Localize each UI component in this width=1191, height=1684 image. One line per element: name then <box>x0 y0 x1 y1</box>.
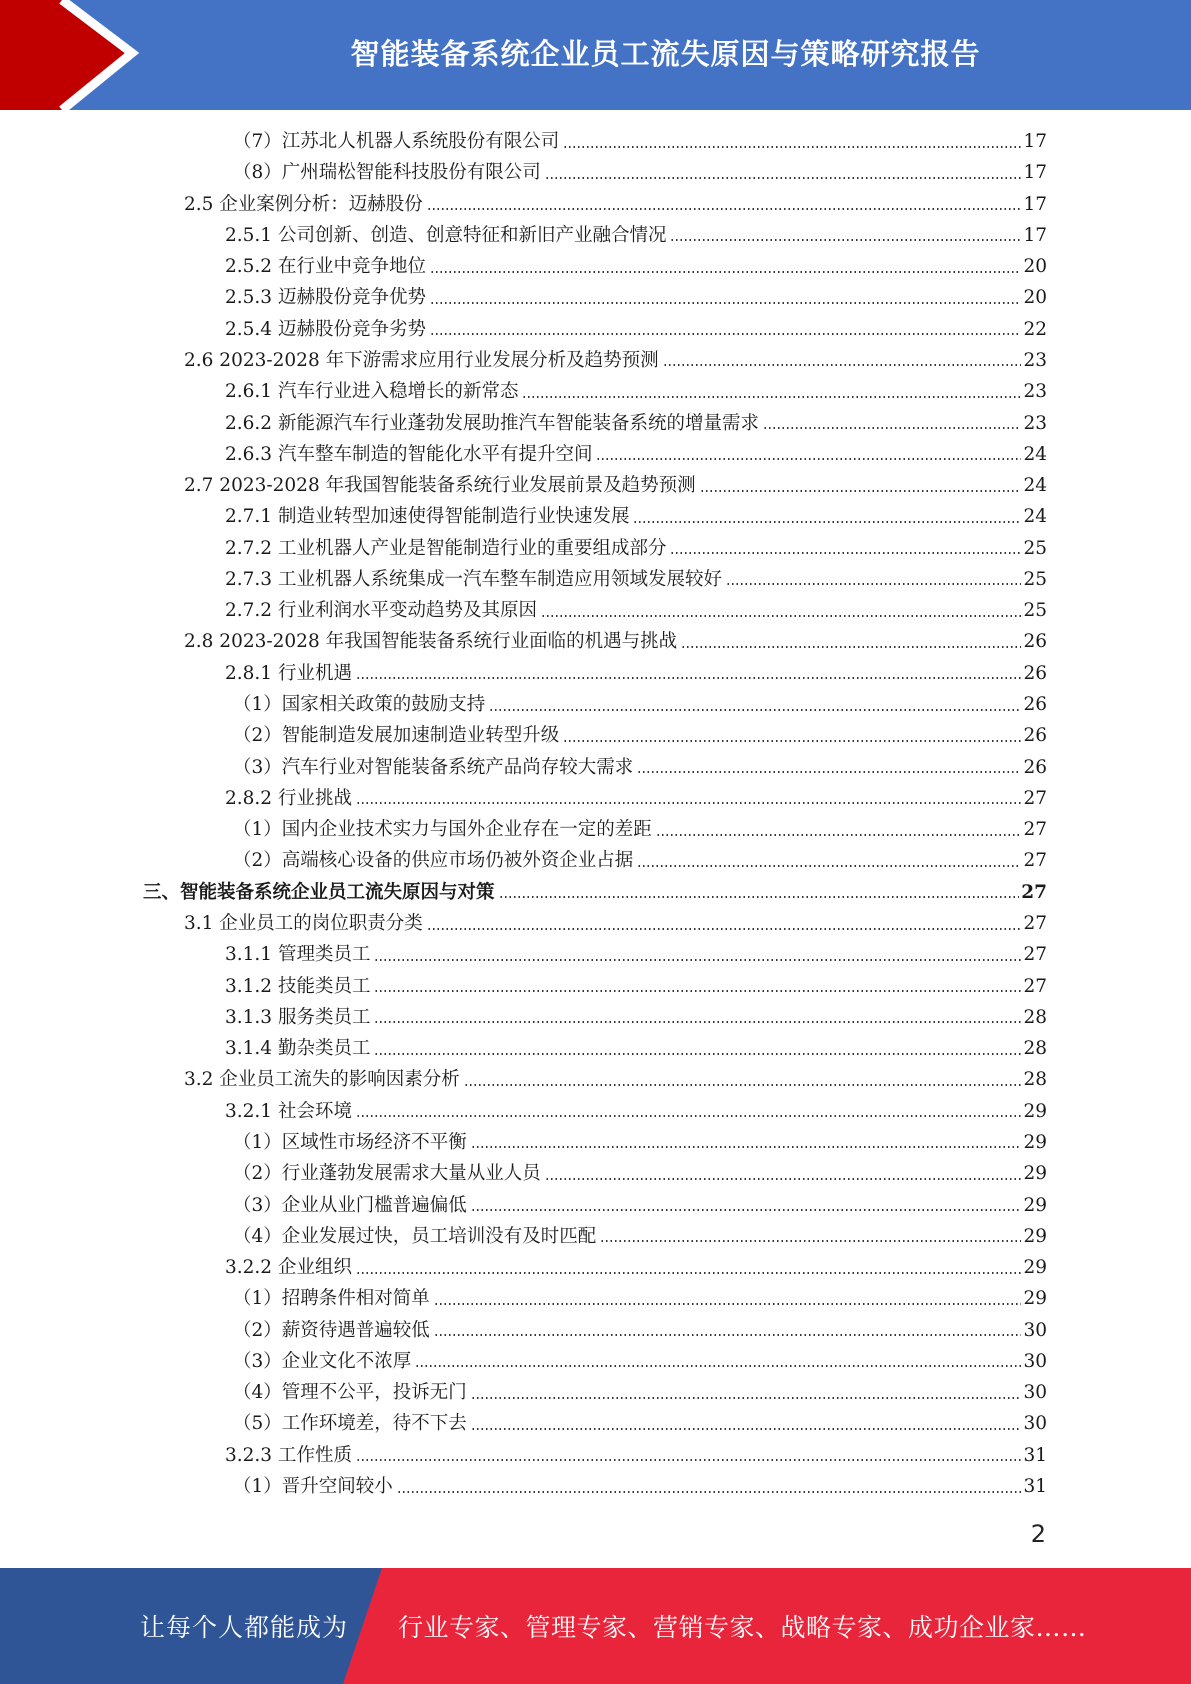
toc-entry[interactable] <box>225 1440 1047 1471</box>
toc-entry-page: 17 <box>1023 224 1047 246</box>
toc-entry[interactable] <box>184 345 1047 376</box>
toc-dot-leader <box>637 865 1021 867</box>
toc-dot-leader <box>471 1146 1022 1148</box>
toc-entry-page: 23 <box>1023 412 1047 434</box>
toc-dot-leader <box>596 458 1021 460</box>
toc-entry-page: 23 <box>1023 349 1047 371</box>
toc-entry-page: 30 <box>1023 1350 1047 1372</box>
toc-entry[interactable] <box>225 314 1047 345</box>
toc-dot-leader <box>397 1491 1022 1493</box>
toc-entry[interactable] <box>233 720 1047 751</box>
page-header <box>0 0 1191 110</box>
toc-entry-page: 24 <box>1023 475 1047 497</box>
toc-entry-page: 29 <box>1023 1288 1047 1310</box>
toc-entry-page: 29 <box>1023 1194 1047 1216</box>
toc-entry-title: 2.5.1 公司创新、创造、创意特征和新旧产业融合情况 <box>225 224 667 246</box>
toc-entry[interactable] <box>233 1346 1047 1377</box>
toc-entry[interactable] <box>233 689 1047 720</box>
toc-entry[interactable] <box>233 752 1047 783</box>
toc-dot-leader <box>434 1334 1022 1336</box>
toc-entry-page: 27 <box>1023 787 1047 809</box>
toc-entry-title: 3.1 企业员工的岗位职责分类 <box>184 913 423 934</box>
toc-entry[interactable] <box>233 126 1047 157</box>
toc-entry-title: （1）国内企业技术实力与国外企业存在一定的差距 <box>233 819 652 841</box>
toc-dot-leader <box>726 583 1021 585</box>
toc-entry-page: 17 <box>1023 193 1047 215</box>
toc-dot-leader <box>563 740 1021 742</box>
report-title: 智能装备系统企业员工流失原因与策略研究报告 <box>350 36 981 71</box>
toc-dot-leader <box>545 1178 1022 1180</box>
toc-entry-title: （3）企业从业门槛普遍偏低 <box>233 1194 467 1216</box>
toc-entry[interactable] <box>225 533 1047 564</box>
toc-entry[interactable] <box>233 1315 1047 1346</box>
toc-entry[interactable] <box>225 939 1047 970</box>
toc-entry[interactable] <box>225 564 1047 595</box>
toc-entry-page: 27 <box>1023 975 1047 997</box>
toc-entry-title: （1）国家相关政策的鼓励支持 <box>233 694 486 716</box>
toc-entry[interactable] <box>233 157 1047 188</box>
toc-entry[interactable] <box>225 501 1047 532</box>
toc-dot-leader <box>541 615 1021 617</box>
toc-entry-page: 17 <box>1023 131 1047 152</box>
toc-entry-title: （2）薪资待遇普遍较低 <box>233 1319 430 1341</box>
toc-entry-title: （2）高端核心设备的供应市场仍被外资企业占据 <box>233 850 634 872</box>
toc-entry[interactable] <box>143 877 1047 908</box>
toc-entry-title: 2.5.4 迈赫股份竞争劣势 <box>225 318 426 340</box>
toc-entry-title: 2.7.2 行业利润水平变动趋势及其原因 <box>225 600 537 622</box>
toc-entry-title: 2.5 企业案例分析：迈赫股份 <box>184 193 423 215</box>
toc-dot-leader <box>522 396 1021 398</box>
toc-entry[interactable] <box>233 1408 1047 1439</box>
toc-entry-title: 2.6.1 汽车行业进入稳增长的新常态 <box>225 381 519 403</box>
toc-entry-title: 3.1.2 技能类员工 <box>225 975 371 997</box>
toc-entry-title: 2.7.1 制造业转型加速使得智能制造行业快速发展 <box>225 506 630 528</box>
toc-entry-page: 20 <box>1023 287 1047 309</box>
toc-entry-title: （1）晋升空间较小 <box>233 1476 393 1498</box>
toc-entry-page: 31 <box>1023 1476 1047 1498</box>
toc-entry-title: 3.2.3 工作性质 <box>225 1444 352 1466</box>
toc-entry-title: 2.8.1 行业机遇 <box>225 662 352 684</box>
toc-entry[interactable] <box>225 408 1047 439</box>
toc-entry-page: 26 <box>1023 756 1047 778</box>
toc-entry-title: （2）智能制造发展加速制造业转型升级 <box>233 725 560 747</box>
toc-entry-title: 2.8 2023-2028 年我国智能装备系统行业面临的机遇与挑战 <box>184 631 678 653</box>
toc-entry-title: 三、智能装备系统企业员工流失原因与对策 <box>143 881 495 903</box>
toc-entry[interactable] <box>225 1096 1047 1127</box>
toc-entry-title: （1）招聘条件相对简单 <box>233 1288 430 1310</box>
toc-entry[interactable] <box>233 814 1047 845</box>
toc-dot-leader <box>374 990 1021 992</box>
toc-entry-page: 26 <box>1023 694 1047 716</box>
toc-entry-page: 28 <box>1023 1038 1047 1060</box>
toc-entry[interactable] <box>225 282 1047 313</box>
toc-entry-title: 2.5.2 在行业中竞争地位 <box>225 256 426 278</box>
toc-dot-leader <box>545 177 1022 179</box>
toc-entry-page: 28 <box>1023 1069 1047 1091</box>
toc-entry-title: 3.2.2 企业组织 <box>225 1257 352 1279</box>
toc-entry-title: 3.1.1 管理类员工 <box>225 944 371 966</box>
toc-dot-leader <box>489 709 1021 711</box>
toc-entry-page: 26 <box>1023 631 1047 653</box>
toc-dot-leader <box>670 239 1021 241</box>
toc-entry-page: 29 <box>1023 1131 1047 1153</box>
toc-dot-leader <box>356 1272 1022 1274</box>
toc-dot-leader <box>434 1303 1022 1305</box>
toc-entry[interactable] <box>225 971 1047 1002</box>
toc-entry[interactable] <box>184 908 1047 939</box>
toc-dot-leader <box>633 521 1021 523</box>
toc-dot-leader <box>471 1428 1022 1430</box>
toc-entry-title: 2.5.3 迈赫股份竞争优势 <box>225 287 426 309</box>
toc-entry-page: 27 <box>1023 944 1047 966</box>
footer-slogan: 让每个人都能成为 <box>140 1613 349 1642</box>
toc-entry[interactable] <box>233 1283 1047 1314</box>
toc-entry[interactable] <box>225 783 1047 814</box>
toc-dot-leader <box>356 802 1022 804</box>
toc-entry-title: （4）企业发展过快，员工培训没有及时匹配 <box>233 1225 597 1247</box>
toc-entry-page: 27 <box>1021 881 1047 903</box>
toc-dot-leader <box>471 1397 1022 1399</box>
toc-entry-title: 3.2 企业员工流失的影响因素分析 <box>184 1069 460 1091</box>
toc-entry-page: 25 <box>1023 600 1047 622</box>
toc-dot-leader <box>356 677 1022 679</box>
header-chevron-icon <box>0 0 160 110</box>
toc-dot-leader <box>670 552 1021 554</box>
toc-entry[interactable] <box>184 626 1047 657</box>
toc-entry-page: 27 <box>1023 819 1047 841</box>
toc-dot-leader <box>464 1084 1022 1086</box>
toc-dot-leader <box>563 146 1021 148</box>
toc-entry[interactable] <box>233 845 1047 876</box>
toc-dot-leader <box>763 427 1021 429</box>
toc-dot-leader <box>427 208 1022 210</box>
toc-entry-title: （8）广州瑞松智能科技股份有限公司 <box>233 162 541 184</box>
toc-dot-leader <box>600 1240 1021 1242</box>
toc-dot-leader <box>656 834 1022 836</box>
toc-entry-page: 29 <box>1023 1163 1047 1185</box>
toc-entry-title: 2.7.2 工业机器人产业是智能制造行业的重要组成部分 <box>225 537 667 559</box>
toc-entry-title: （5）工作环境差，待不下去 <box>233 1413 467 1435</box>
toc-entry[interactable] <box>225 658 1047 689</box>
toc-dot-leader <box>499 896 1020 898</box>
page-number: 2 <box>1030 1520 1046 1548</box>
toc-entry-page: 28 <box>1023 1006 1047 1028</box>
toc-entry-page: 23 <box>1023 381 1047 403</box>
toc-entry[interactable] <box>225 595 1047 626</box>
toc-entry-title: （3）企业文化不浓厚 <box>233 1350 412 1372</box>
page-footer <box>0 1568 1191 1684</box>
toc-entry-page: 30 <box>1023 1413 1047 1435</box>
toc-entry-title: 2.6.3 汽车整车制造的智能化水平有提升空间 <box>225 443 593 465</box>
toc-entry-title: （7）江苏北人机器人系统股份有限公司 <box>233 131 560 152</box>
toc-entry-page: 24 <box>1023 443 1047 465</box>
toc-dot-leader <box>415 1365 1021 1367</box>
toc-entry-title: 2.6 2023-2028 年下游需求应用行业发展分析及趋势预测 <box>184 349 659 371</box>
toc-entry[interactable] <box>233 1471 1047 1502</box>
toc-entry-page: 17 <box>1023 162 1047 184</box>
toc-dot-leader <box>356 1115 1022 1117</box>
toc-entry[interactable] <box>233 1221 1047 1252</box>
toc-entry-title: 3.1.4 勤杂类员工 <box>225 1038 371 1060</box>
toc-entry-page: 29 <box>1023 1257 1047 1279</box>
toc-entry[interactable] <box>184 470 1047 501</box>
toc-entry-title: （4）管理不公平，投诉无门 <box>233 1382 467 1404</box>
toc-entry[interactable] <box>225 1252 1047 1283</box>
toc-entry-page: 25 <box>1023 568 1047 590</box>
toc-dot-leader <box>374 1053 1021 1055</box>
toc-dot-leader <box>356 1459 1022 1461</box>
toc-entry-page: 26 <box>1023 662 1047 684</box>
toc-entry[interactable] <box>225 376 1047 407</box>
toc-entry[interactable] <box>233 1190 1047 1221</box>
toc-entry-page: 29 <box>1023 1100 1047 1122</box>
toc-entry-page: 22 <box>1023 318 1047 340</box>
toc-entry-page: 31 <box>1023 1444 1047 1466</box>
toc-entry-title: 2.8.2 行业挑战 <box>225 787 352 809</box>
toc-entry-page: 29 <box>1023 1225 1047 1247</box>
toc-entry[interactable] <box>184 189 1047 220</box>
toc-entry[interactable] <box>233 1158 1047 1189</box>
toc-entry-title: 2.7.3 工业机器人系统集成一汽车整车制造应用领域发展较好 <box>225 568 722 590</box>
toc-dot-leader <box>663 364 1022 366</box>
toc-entry-page: 27 <box>1023 913 1047 934</box>
toc-entry-title: （1）区域性市场经济不平衡 <box>233 1131 467 1153</box>
toc-dot-leader <box>430 271 1021 273</box>
toc-entry[interactable] <box>233 1377 1047 1408</box>
toc-dot-leader <box>471 1209 1022 1211</box>
toc-entry[interactable] <box>225 1002 1047 1033</box>
toc-entry[interactable] <box>225 251 1047 282</box>
toc-entry[interactable] <box>225 439 1047 470</box>
toc-dot-leader <box>430 302 1021 304</box>
toc-dot-leader <box>700 490 1022 492</box>
toc-entry-title: （3）汽车行业对智能装备系统产品尚存较大需求 <box>233 756 634 778</box>
toc-dot-leader <box>637 771 1021 773</box>
toc-entry[interactable] <box>184 1064 1047 1095</box>
toc-entry-page: 30 <box>1023 1319 1047 1341</box>
toc-entry[interactable] <box>225 1033 1047 1064</box>
toc-entry[interactable] <box>225 220 1047 251</box>
toc-dot-leader <box>374 1021 1021 1023</box>
toc-entry[interactable] <box>233 1127 1047 1158</box>
toc-entry-title: （2）行业蓬勃发展需求大量从业人员 <box>233 1163 541 1185</box>
toc-entry-page: 26 <box>1023 725 1047 747</box>
toc-dot-leader <box>374 959 1021 961</box>
toc-entry-page: 30 <box>1023 1382 1047 1404</box>
toc-entry-title: 3.2.1 社会环境 <box>225 1100 352 1122</box>
toc-entry-page: 25 <box>1023 537 1047 559</box>
toc-entry-title: 2.6.2 新能源汽车行业蓬勃发展助推汽车智能装备系统的增量需求 <box>225 412 759 434</box>
toc-dot-leader <box>681 646 1021 648</box>
toc-entry-title: 3.1.3 服务类员工 <box>225 1006 371 1028</box>
footer-roles: 行业专家、管理专家、营销专家、战略专家、成功企业家…… <box>398 1613 1087 1642</box>
toc-dot-leader <box>430 333 1021 335</box>
toc-entry-page: 27 <box>1023 850 1047 872</box>
toc-entry-page: 20 <box>1023 256 1047 278</box>
toc-dot-leader <box>427 928 1022 930</box>
toc-entry-page: 24 <box>1023 506 1047 528</box>
toc-entry-title: 2.7 2023-2028 年我国智能装备系统行业发展前景及趋势预测 <box>184 475 696 497</box>
